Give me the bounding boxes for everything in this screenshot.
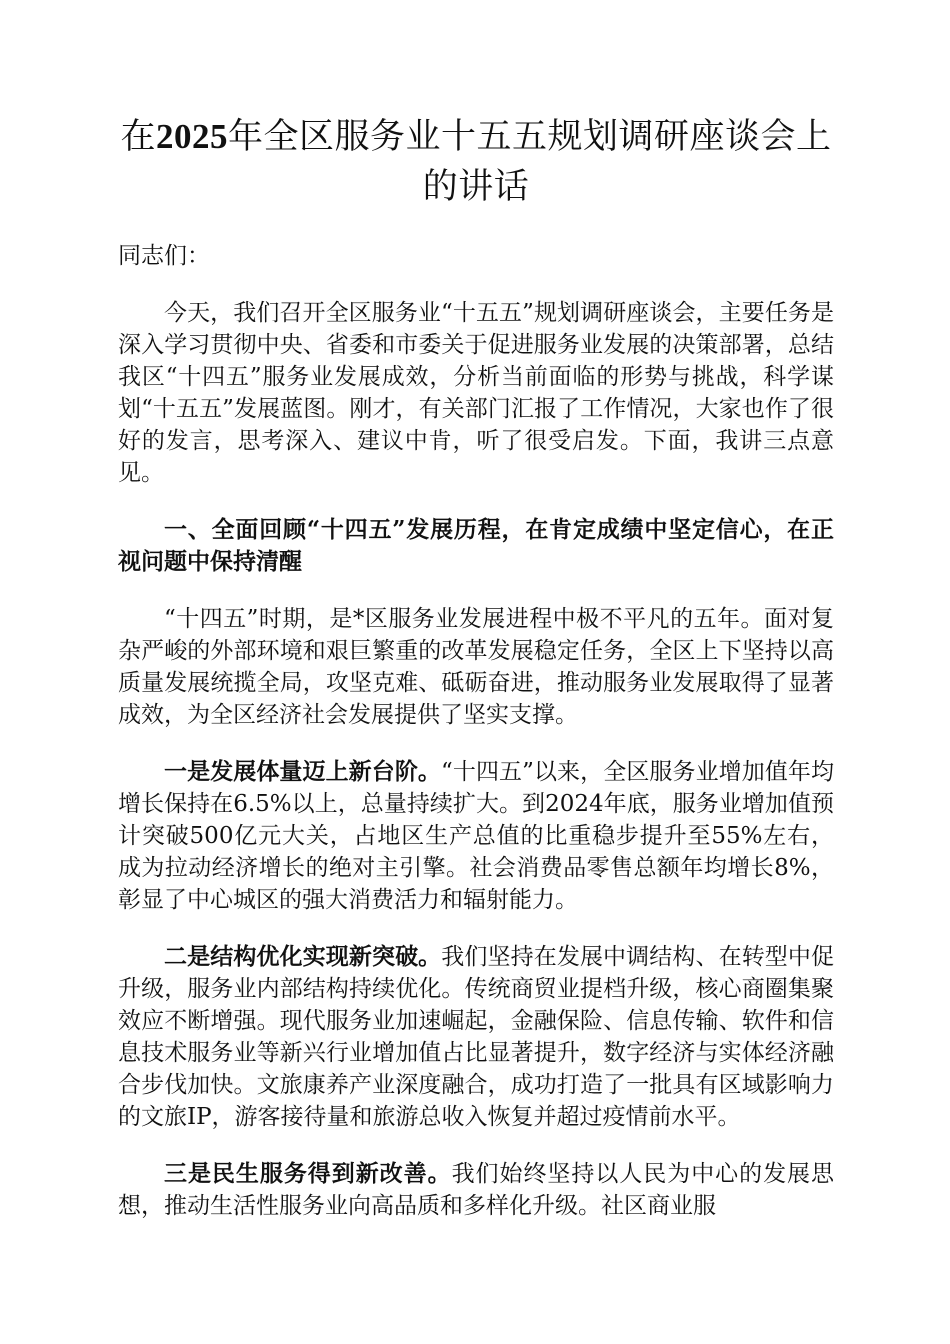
point-lead-3: 三是民生服务得到新改善。 [164, 1160, 452, 1187]
title-year: 2025 [156, 117, 228, 156]
point-lead-2: 二是结构优化实现新突破。 [164, 943, 442, 970]
document-page [118, 112, 834, 1222]
point-paragraph-2 [118, 941, 834, 1133]
point-paragraph-3 [118, 1158, 834, 1222]
point-text-3: 我们始终坚持以人民为中心的发展思想，推动生活性服务业向高品质和多样化升级。社区商业服 [118, 1161, 835, 1219]
section1-heading: 一、全面回顾“十四五”发展历程，在肯定成绩中坚定信心，在正视问题中保持清醒 [118, 516, 834, 575]
section1-intro-paragraph: “十四五”时期，是*区服务业发展进程中极不平凡的五年。面对复杂严峻的外部环境和艰巨繁重的改革发展稳定任务，全区上下坚持以高质量发展统揽全局，攻坚克难、砥砺奋进，推动服务业发展取得了显著成效，为全区经济社会发展提供了坚实支撑。 [118, 606, 834, 728]
salutation: 同志们： [118, 243, 210, 269]
point-lead-1: 一是发展体量迈上新台阶。 [164, 758, 442, 785]
title-part2: 年全区服务业十五五规划调研座谈会上的讲话 [228, 117, 832, 207]
point-text-1: “十四五”以来，全区服务业增加值年均增长保持在6.5%以上，总量持续扩大。到2024年底，服务业增加值预计突破500亿元大关，占地区生产总值的比重稳步提升至55%左右，成为拉动经济增长的绝对主引擎。社会消费品零售总额年均增长8%，彰显了中心城区的强大消费活力和辐射能力。 [118, 759, 834, 913]
intro-paragraph: 今天，我们召开全区服务业“十五五”规划调研座谈会，主要任务是深入学习贯彻中央、省委和市委关于促进服务业发展的决策部署，总结我区“十四五”服务业发展成效，分析当前面临的形势与挑战，科学谋划“十五五”发展蓝图。刚才，有关部门汇报了工作情况，大家也作了很好的发言，思考深入、建议中肯，听了很受启发。下面，我讲三点意见。 [118, 300, 834, 486]
document-title [118, 112, 834, 212]
point-text-2: 我们坚持在发展中调结构、在转型中促升级，服务业内部结构持续优化。传统商贸业提档升级，核心商圈集聚效应不断增强。现代服务业加速崛起，金融保险、信息传输、软件和信息技术服务业等新兴行业增加值占比显著提升，数字经济与实体经济融合步伐加快。文旅康养产业深度融合，成功打造了一批具有区域影响力的文旅IP，游客接待量和旅游总收入恢复并超过疫情前水平。 [118, 944, 835, 1130]
title-part1: 在 [120, 117, 156, 157]
point-paragraph-1 [118, 756, 834, 916]
